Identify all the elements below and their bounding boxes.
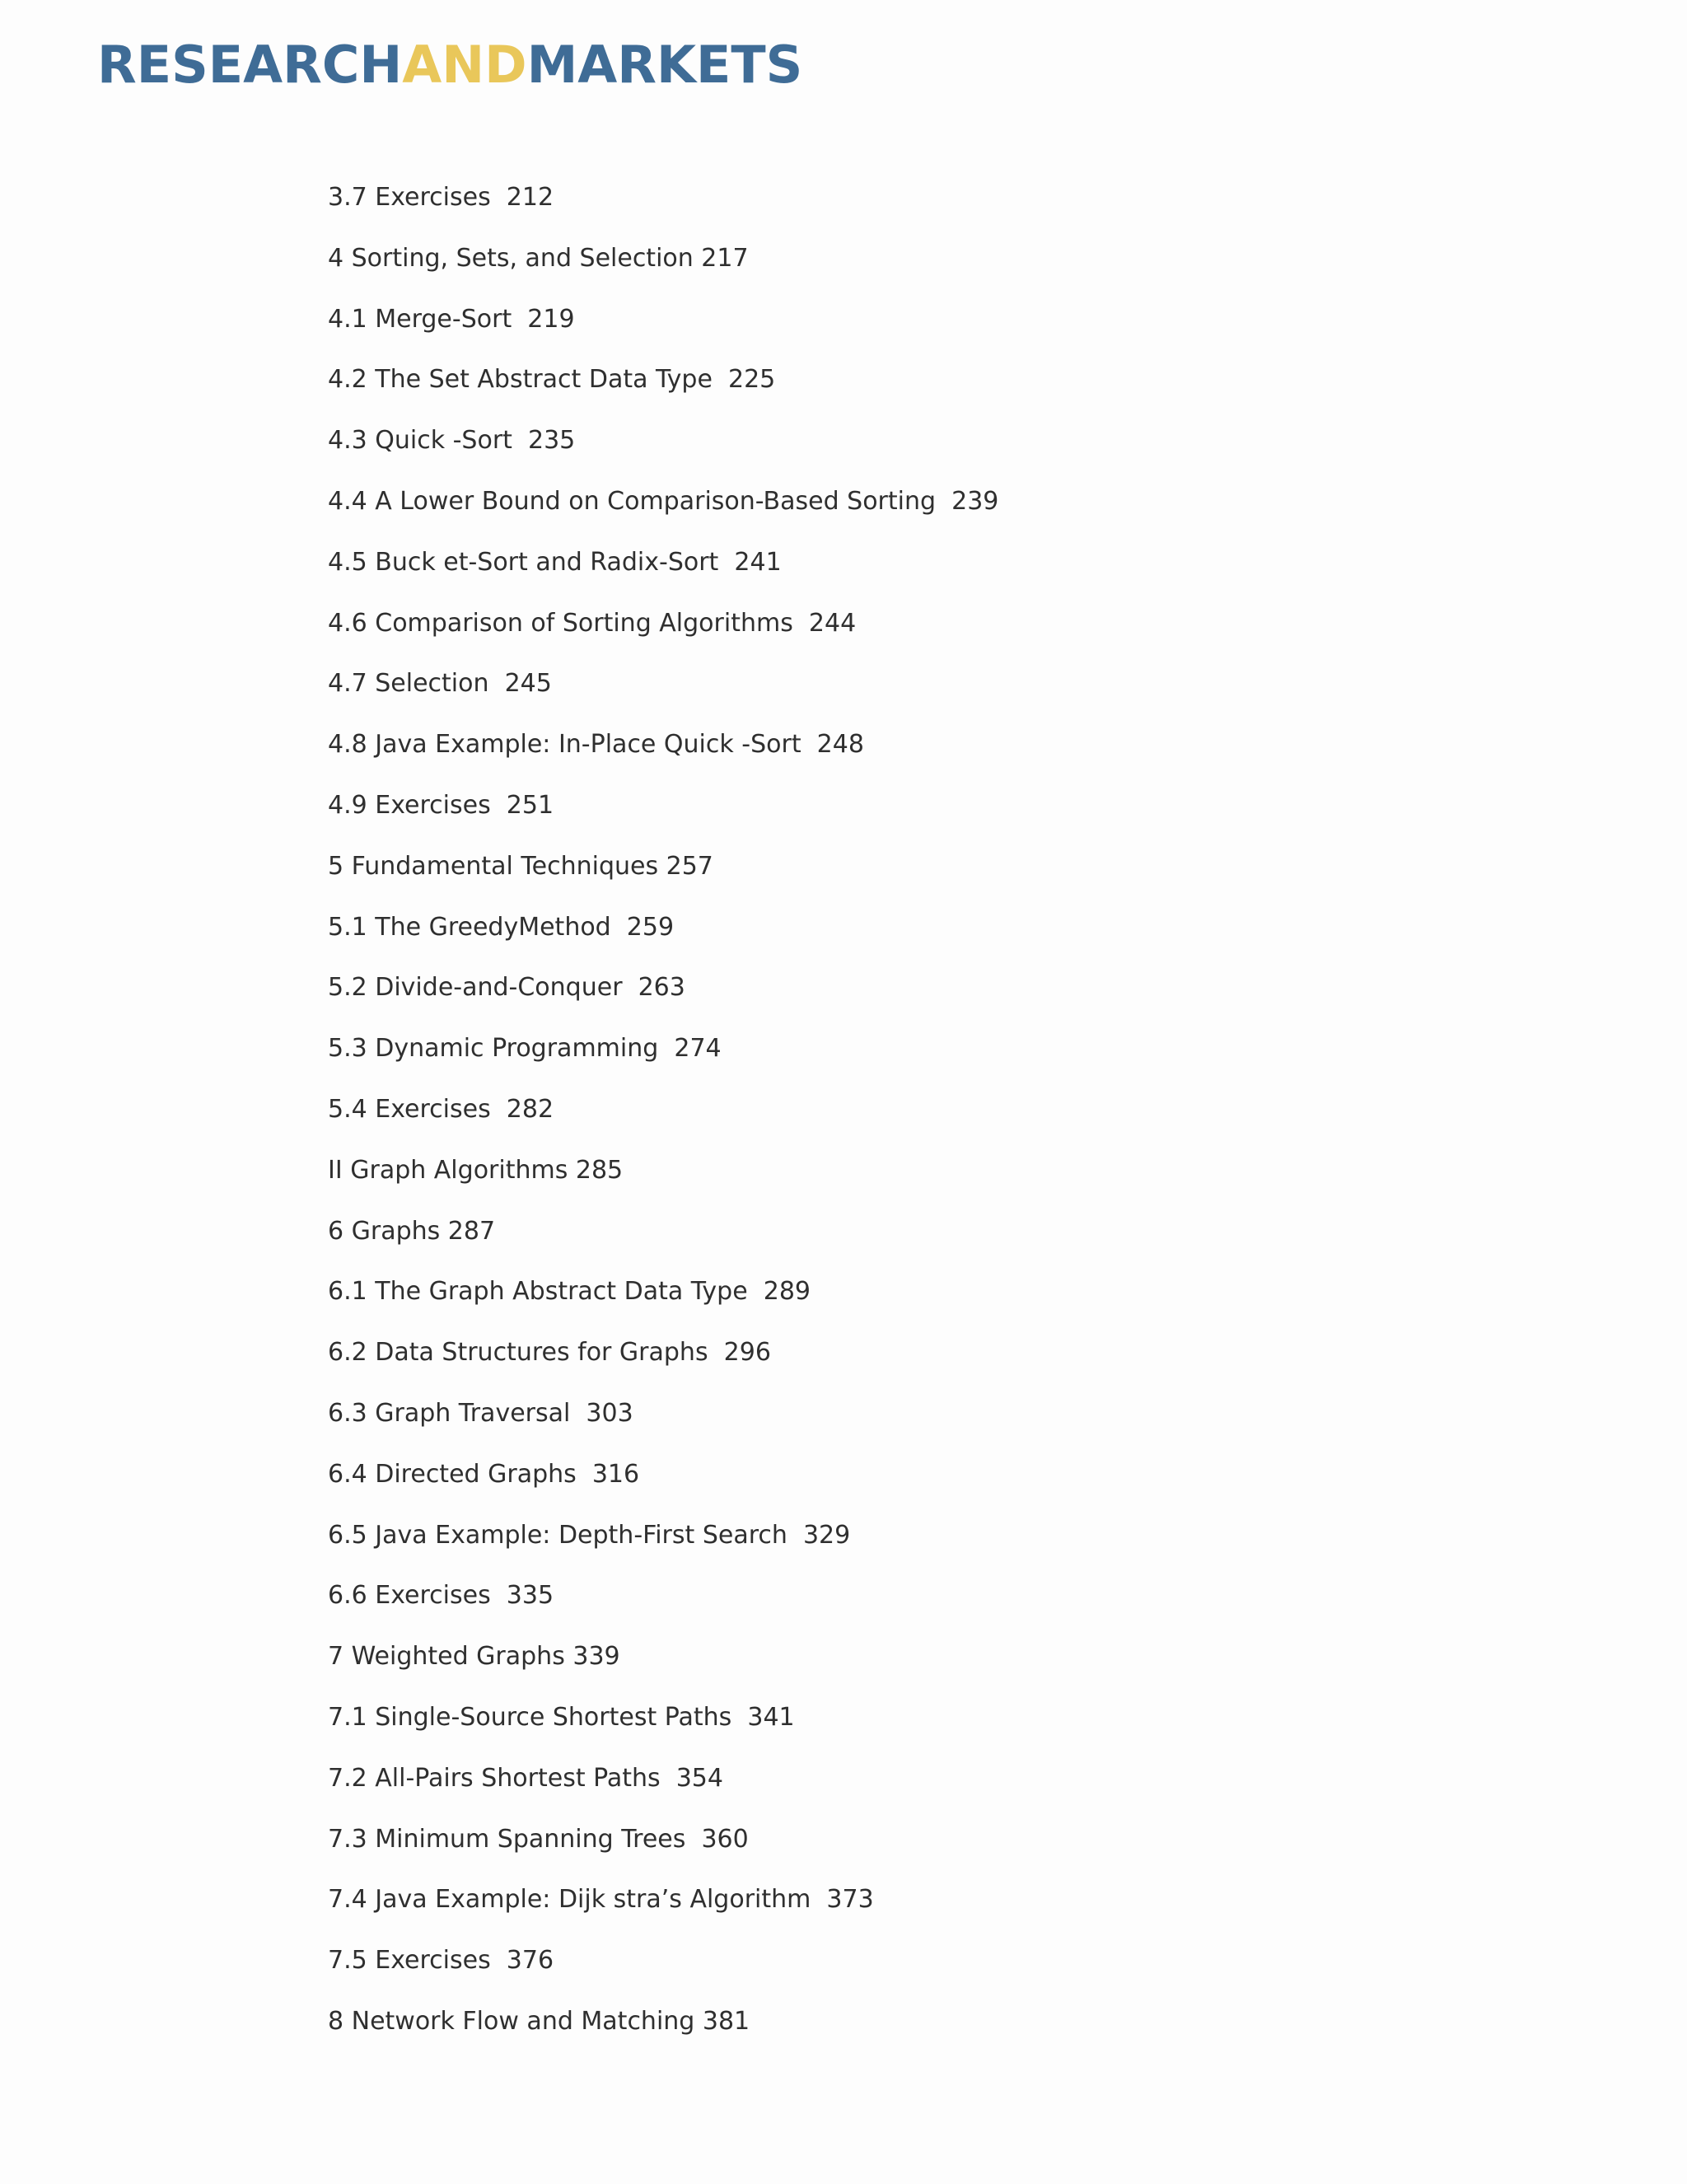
toc-entry: 5.4 Exercises 282	[328, 1094, 554, 1124]
toc-entry: 6 Graphs 287	[328, 1216, 496, 1246]
table-of-contents	[328, 180, 998, 2065]
toc-entry: 6.1 The Graph Abstract Data Type 289	[328, 1277, 811, 1307]
toc-entry: 6.3 Graph Traversal 303	[328, 1398, 633, 1428]
toc-entry: 7.4 Java Example: Dijk stra’s Algorithm 373	[328, 1885, 874, 1915]
toc-entry: 6.6 Exercises 335	[328, 1581, 554, 1611]
toc-entry: 5 Fundamental Techniques 257	[328, 851, 713, 881]
logo-word-research: RESEARCH	[97, 35, 403, 95]
toc-entry: 5.1 The GreedyMethod 259	[328, 912, 675, 942]
toc-entry: 7 Weighted Graphs 339	[328, 1642, 620, 1672]
toc-entry: 3.7 Exercises 212	[328, 183, 554, 212]
toc-entry: 6.2 Data Structures for Graphs 296	[328, 1338, 771, 1368]
toc-entry: 7.3 Minimum Spanning Trees 360	[328, 1824, 749, 1854]
toc-entry: 4.7 Selection 245	[328, 669, 552, 699]
toc-entry: 4.4 A Lower Bound on Comparison-Based Sorting 239	[328, 486, 999, 516]
toc-entry: 8 Network Flow and Matching 381	[328, 2006, 750, 2036]
toc-entry: II Graph Algorithms 285	[328, 1155, 624, 1185]
toc-entry: 4.9 Exercises 251	[328, 790, 554, 820]
toc-entry: 7.5 Exercises 376	[328, 1946, 554, 1976]
researchandmarkets-logo	[97, 35, 803, 95]
toc-entry: 5.3 Dynamic Programming 274	[328, 1034, 722, 1064]
logo-word-markets: MARKETS	[526, 35, 803, 95]
toc-entry: 4 Sorting, Sets, and Selection 217	[328, 243, 749, 273]
toc-entry: 4.3 Quick -Sort 235	[328, 426, 576, 456]
toc-entry: 4.2 The Set Abstract Data Type 225	[328, 365, 776, 395]
toc-entry: 6.4 Directed Graphs 316	[328, 1459, 640, 1489]
toc-entry: 4.5 Buck et-Sort and Radix-Sort 241	[328, 547, 782, 577]
logo-word-and: AND	[402, 35, 527, 95]
toc-entry: 4.6 Comparison of Sorting Algorithms 244	[328, 608, 857, 638]
toc-entry: 4.8 Java Example: In-Place Quick -Sort 248	[328, 730, 864, 760]
toc-entry: 7.1 Single-Source Shortest Paths 341	[328, 1702, 795, 1732]
toc-entry: 6.5 Java Example: Depth-First Search 329	[328, 1520, 851, 1550]
toc-entry: 7.2 All-Pairs Shortest Paths 354	[328, 1763, 723, 1793]
toc-entry: 5.2 Divide-and-Conquer 263	[328, 973, 685, 1003]
toc-entry: 4.1 Merge-Sort 219	[328, 304, 575, 334]
